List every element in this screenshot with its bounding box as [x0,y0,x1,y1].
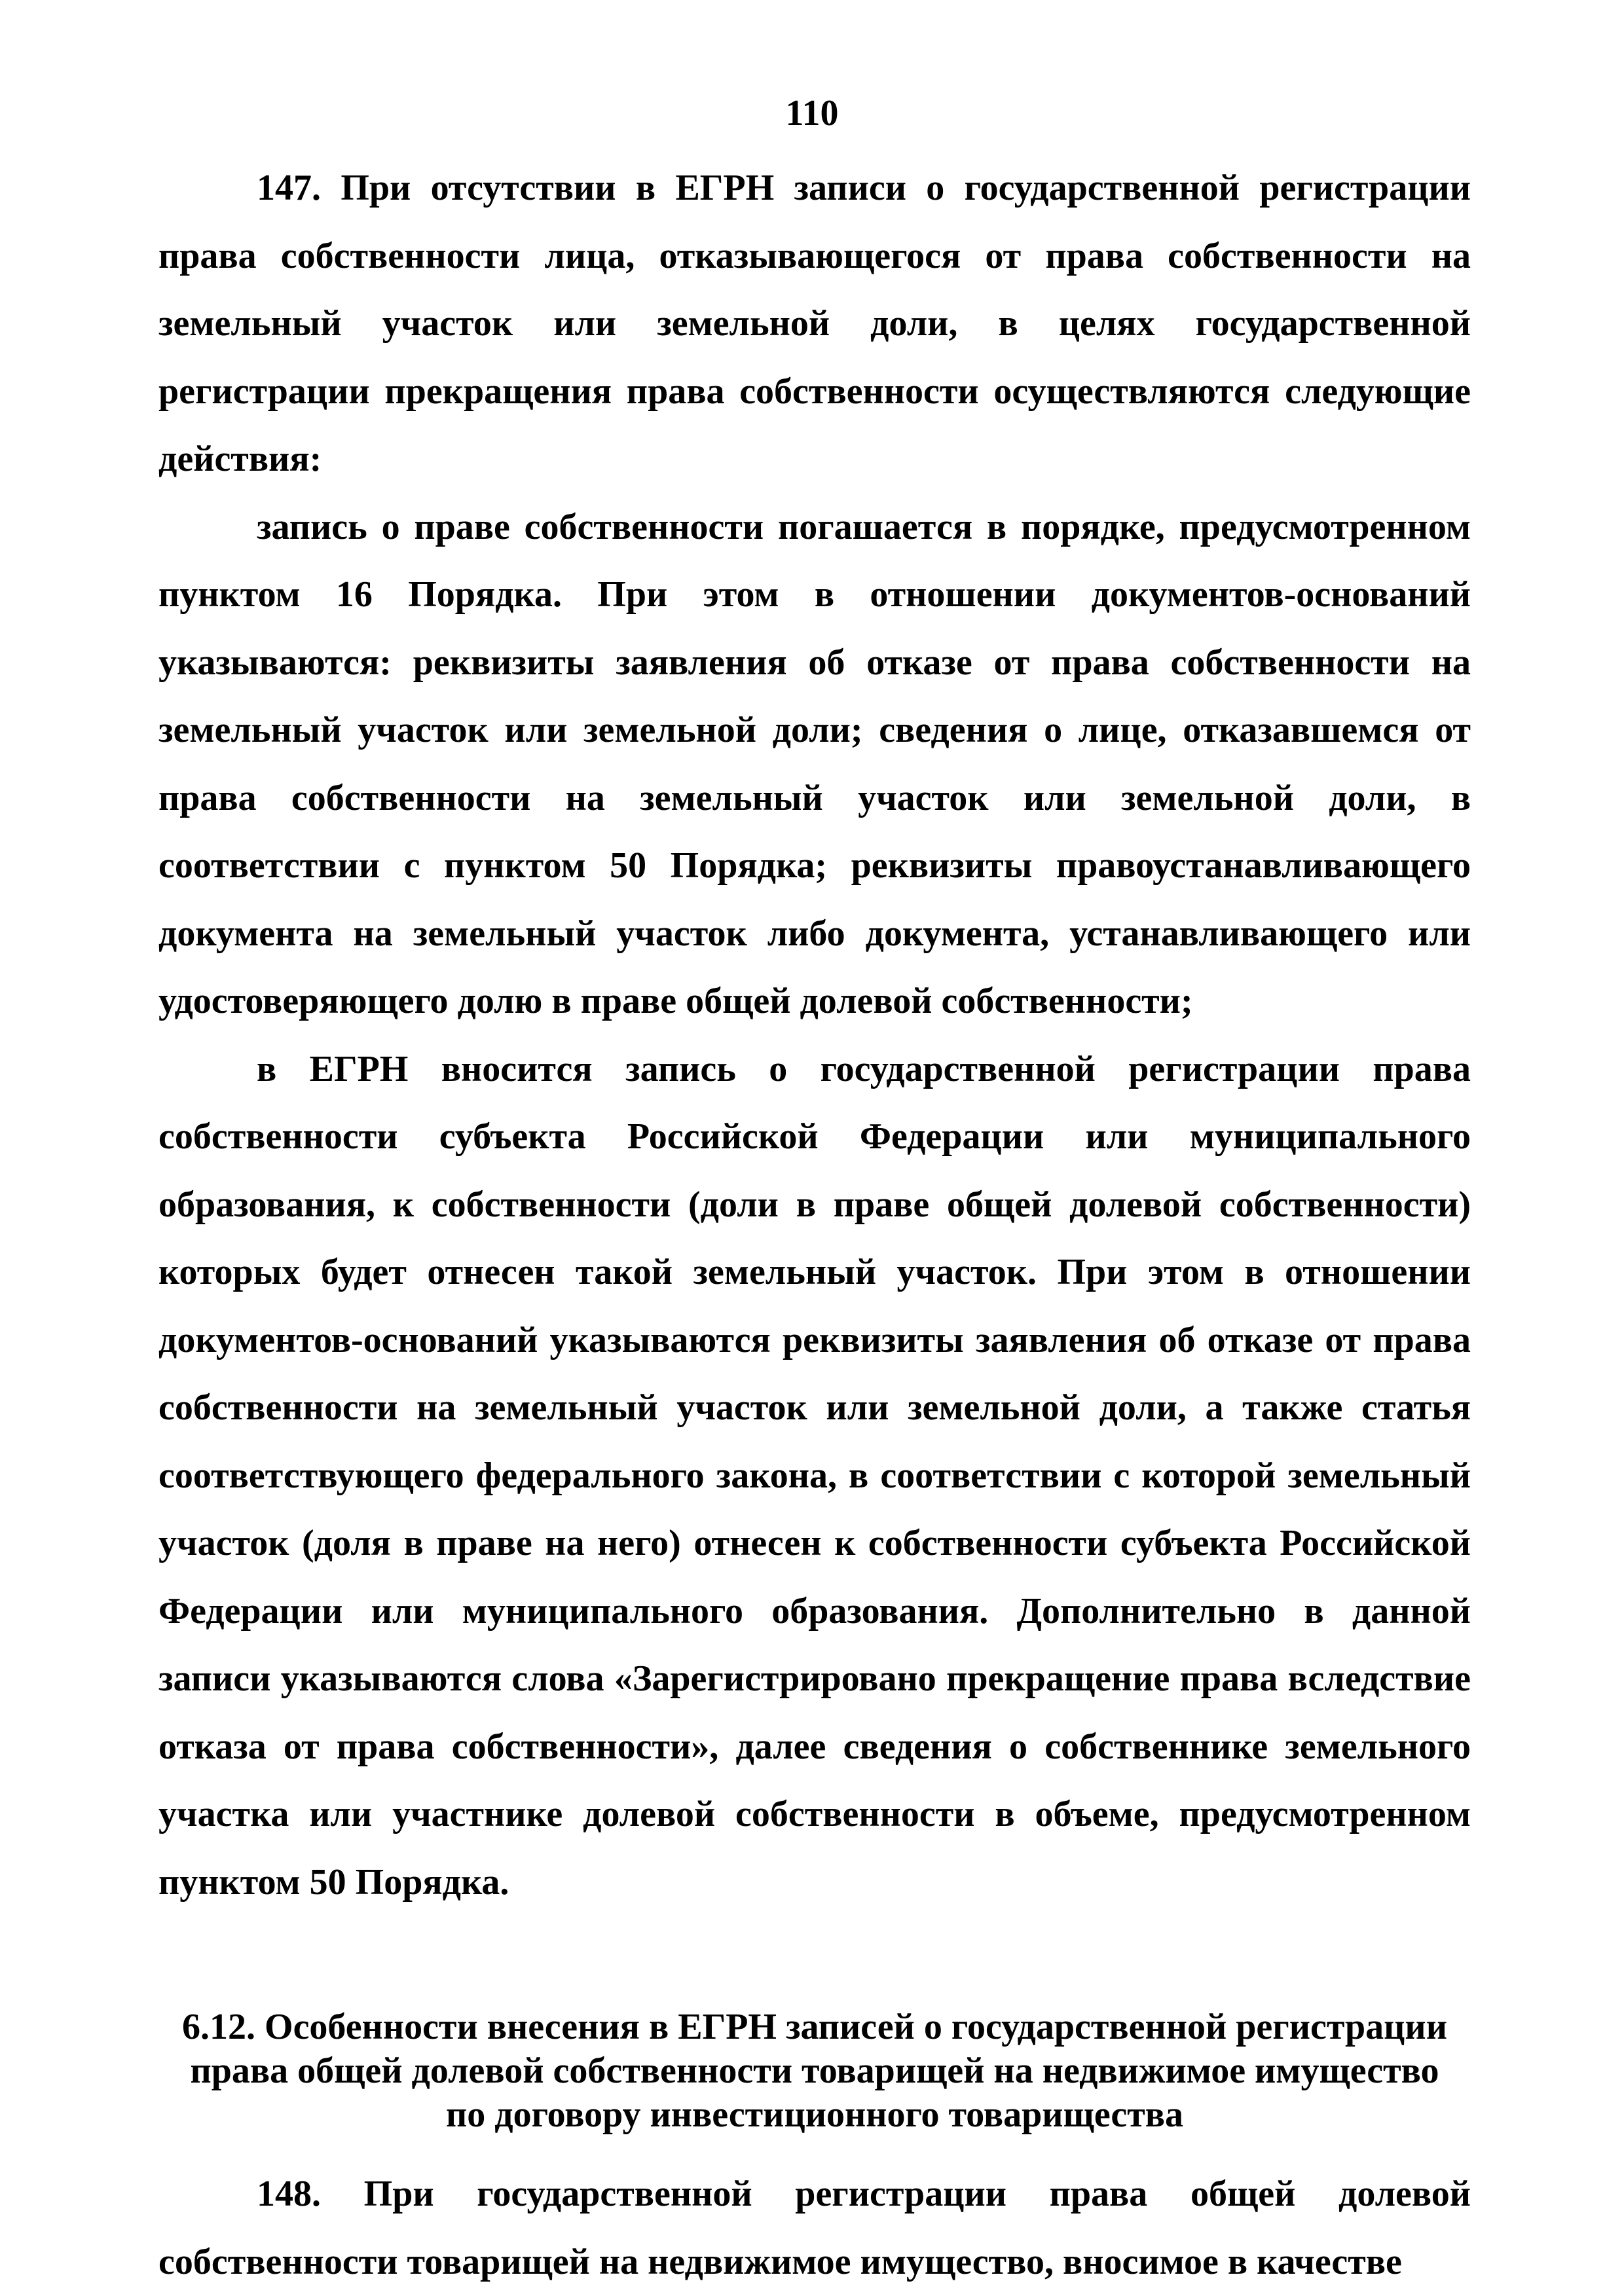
section-heading-line-1: 6.12. Особенности внесения в ЕГРН записей о государственной регистрации [182,2007,1447,2047]
document-body [158,155,1471,2296]
section-heading-line-3: по договору инвестиционного товарищества [446,2094,1183,2135]
paragraph-record-cancellation: запись о праве собственности погашается в порядке, предусмотренном пунктом 16 Порядка. При этом в отношении документов-оснований указываются: реквизиты заявления об отказе от права собственности на земельный участок или земельной доли; сведения о лице, отказавшемся от права собственности на земельный участок или земельной доли, в соответствии с пунктом 50 Порядка; реквизиты правоустанавливающего документа на земельный участок либо документа, устанавливающего или удостоверяющего долю в праве общей долевой собственности; [158,506,1471,1021]
paragraph-147: 147. При отсутствии в ЕГРН записи о государственной регистрации права собственности лица, отказывающегося от права собственности на земельный участок или земельной доли, в целях государственной регистрации прекращения права собственности осуществляются следующие действия: [158,168,1471,479]
section-heading-line-2: права общей долевой собственности товарищей на недвижимое имущество [190,2050,1439,2091]
paragraph-148: 148. При государственной регистрации права общей долевой собственности товарищей на недвижимое имущество, вносимое в качестве [158,2174,1471,2282]
section-heading [158,2005,1471,2137]
paragraph-record-entry: в ЕГРН вносится запись о государственной регистрации права собственности субъекта Российской Федерации или муниципального образования, к собственности (доли в праве общей долевой собственности) которых будет отнесен такой земельный участок. При этом в отношении документов-оснований указываются реквизиты заявления об отказе от права собственности на земельный участок или земельной доли, а также статья соответствующего федерального закона, в соответствии с которой земельный участок (доля в праве на него) отнесен к собственности субъекта Российской Федерации или муниципального образования. Дополнительно в данной записи указываются слова «Зарегистрировано прекращение права вследствие отказа от права собственности», далее сведения о собственнике земельного участка или участнике долевой собственности в объеме, предусмотренном пунктом 50 Порядка. [158,1048,1471,1903]
page-number: 110 [785,93,839,134]
